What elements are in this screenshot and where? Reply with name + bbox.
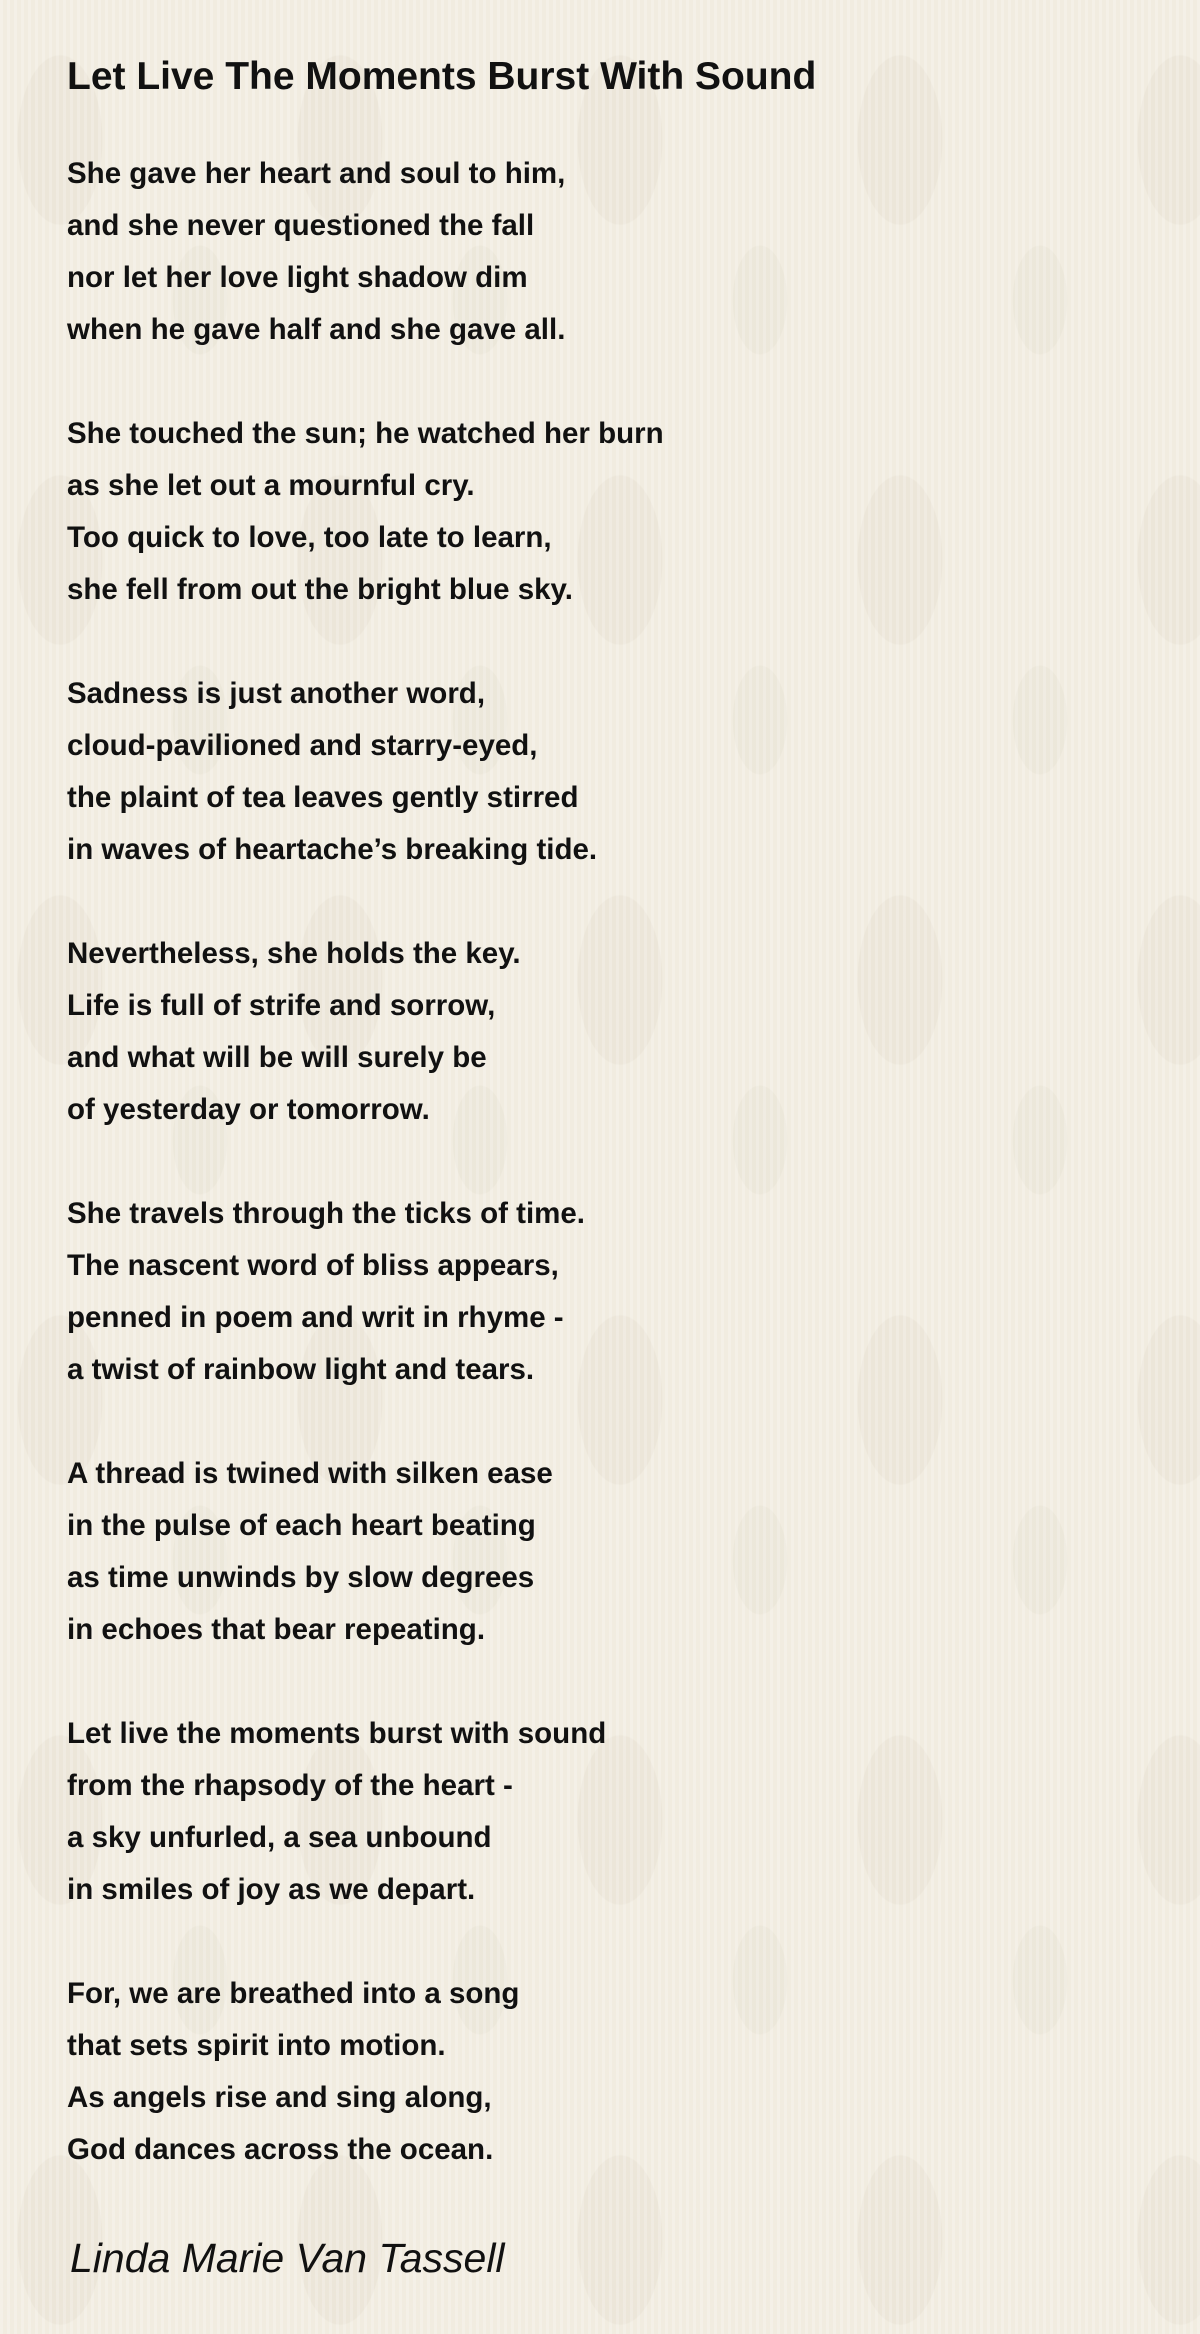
poem-line: God dances across the ocean.: [67, 2133, 494, 2166]
poem-line: as time unwinds by slow degrees: [67, 1561, 535, 1594]
stanza: [67, 1188, 664, 1396]
poem-line: As angels rise and sing along,: [67, 2081, 492, 2114]
poem-line: Too quick to love, too late to learn,: [67, 521, 552, 554]
poem-line: Sadness is just another word,: [67, 677, 486, 710]
stanza: [67, 1448, 664, 1656]
poem-line: a sky unfurled, a sea unbound: [67, 1821, 492, 1854]
stanza: [67, 668, 664, 876]
poem-line: penned in poem and writ in rhyme -: [67, 1301, 564, 1334]
stanza: [67, 1708, 664, 1916]
poem-author: Linda Marie Van Tassell: [70, 2235, 505, 2281]
poem-line: The nascent word of bliss appears,: [67, 1249, 559, 1282]
poem-line: in the pulse of each heart beating: [67, 1509, 536, 1542]
stanza: [67, 1968, 664, 2176]
poem-line: in waves of heartache’s breaking tide.: [67, 833, 598, 866]
stanza: [67, 148, 664, 356]
poem-line: and what will be will surely be: [67, 1041, 487, 1074]
poem-line: nor let her love light shadow dim: [67, 261, 528, 294]
poem-line: Life is full of strife and sorrow,: [67, 989, 496, 1022]
poem-line: cloud-pavilioned and starry-eyed,: [67, 729, 538, 762]
poem-line: from the rhapsody of the heart -: [67, 1769, 513, 1802]
poem-line: a twist of rainbow light and tears.: [67, 1353, 535, 1386]
poem-line: She gave her heart and soul to him,: [67, 157, 566, 190]
poem-line: when he gave half and she gave all.: [67, 313, 566, 346]
stanza: [67, 928, 664, 1136]
poem-line: that sets spirit into motion.: [67, 2029, 446, 2062]
poem-body: [67, 148, 664, 2228]
poem-line: She travels through the ticks of time.: [67, 1197, 585, 1230]
poem-line: Let live the moments burst with sound: [67, 1717, 607, 1750]
stanza: [67, 408, 664, 616]
poem-line: She touched the sun; he watched her burn: [67, 417, 664, 450]
poem-line: the plaint of tea leaves gently stirred: [67, 781, 579, 814]
poem-title: Let Live The Moments Burst With Sound: [67, 55, 817, 98]
poem-line: she fell from out the bright blue sky.: [67, 573, 573, 606]
poem-line: A thread is twined with silken ease: [67, 1457, 553, 1490]
poem-line: and she never questioned the fall: [67, 209, 535, 242]
poem-line: in smiles of joy as we depart.: [67, 1873, 476, 1906]
poem-line: as she let out a mournful cry.: [67, 469, 475, 502]
poem-line: For, we are breathed into a song: [67, 1977, 520, 2010]
poem-line: Nevertheless, she holds the key.: [67, 937, 521, 970]
poem-line: in echoes that bear repeating.: [67, 1613, 486, 1646]
poem-line: of yesterday or tomorrow.: [67, 1093, 430, 1126]
